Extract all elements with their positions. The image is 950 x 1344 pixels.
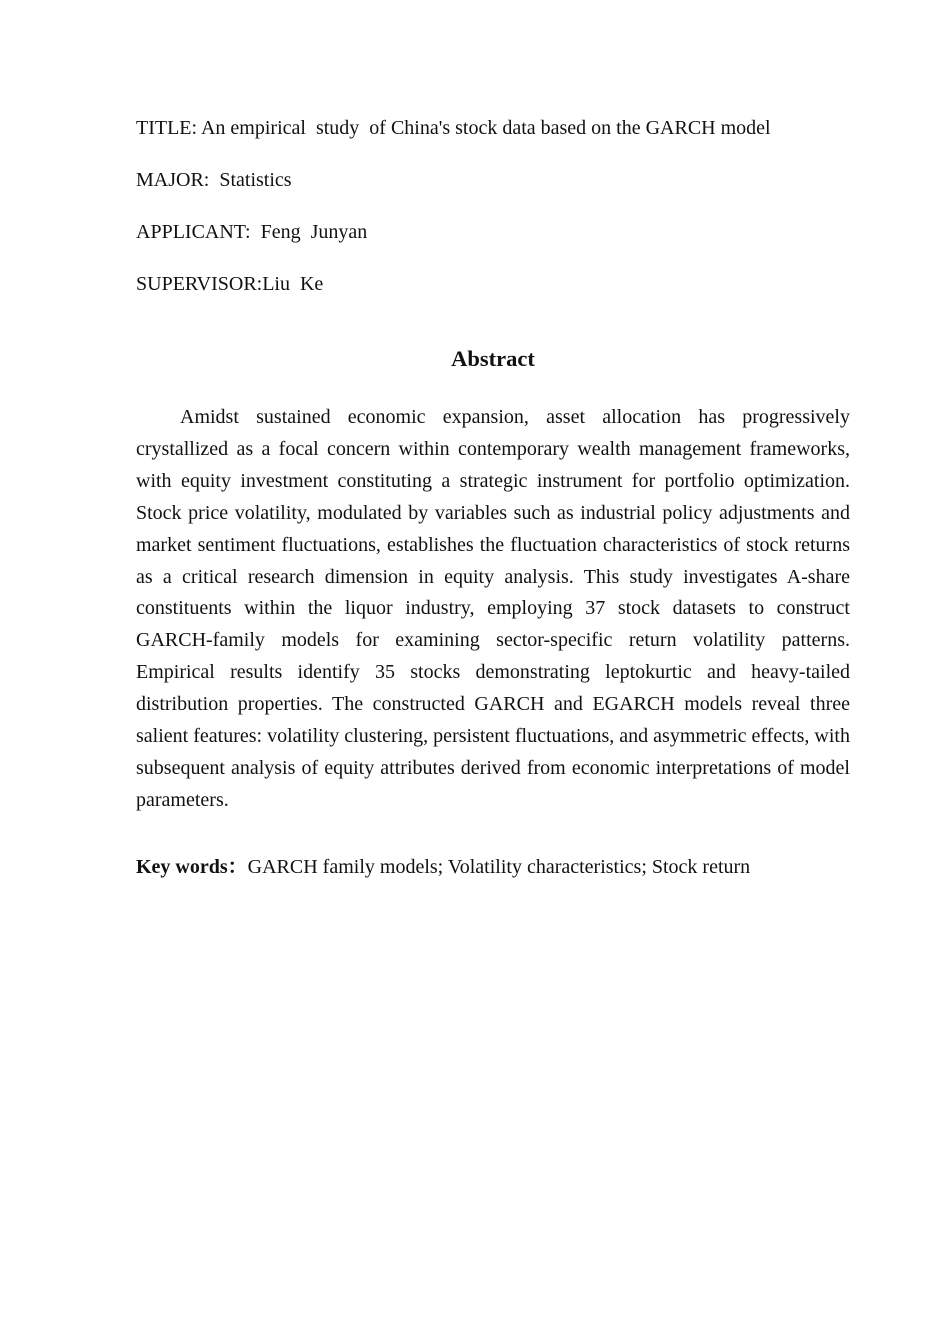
keywords-line <box>136 851 850 883</box>
abstract-heading: Abstract <box>451 346 535 371</box>
supervisor-line: SUPERVISOR:Liu Ke <box>136 273 324 295</box>
title-line: TITLE: An empirical study of China's stock data based on the GARCH model <box>136 117 771 139</box>
keywords-label: Key words： <box>136 855 248 878</box>
abstract-paragraph: Amidst sustained economic expansion, asset allocation has progressively crystallized as a focal concern within contemporary wealth management frameworks, with equity investment constituting a strategic instrument for portfolio optimization. Stock price volatility, modulated by variables such as industrial policy adjustments and market sentiment fluctuations, establishes the fluctuation characteristics of stock returns as a critical research dimension in equity analysis. This study investigates A-share constituents within the liquor industry, employing 37 stock datasets to construct GARCH-family models for examining sector-specific return volatility patterns. Empirical results identify 35 stocks demonstrating leptokurtic and heavy-tailed distribution properties. The constructed GARCH and EGARCH models reveal three salient features: volatility clustering, persistent fluctuations, and asymmetric effects, with subsequent analysis of equity attributes derived from economic interpretations of model parameters. <box>136 406 850 811</box>
keywords-text: GARCH family models; Volatility characteristics; Stock return <box>247 855 751 878</box>
major-line: MAJOR: Statistics <box>136 169 292 191</box>
applicant-line: APPLICANT: Feng Junyan <box>136 221 368 243</box>
